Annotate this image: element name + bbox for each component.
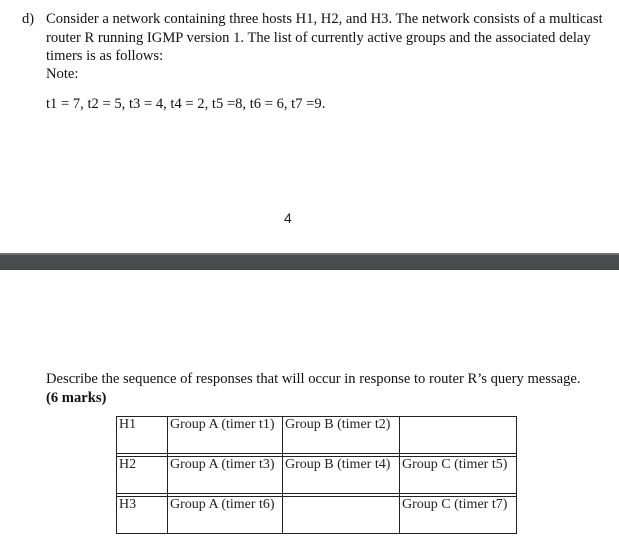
host-cell: H2 xyxy=(117,457,168,494)
table-row-h1 xyxy=(117,417,517,454)
table-cell: Group A (timer t6) xyxy=(168,497,283,534)
marks-label: (6 marks) xyxy=(46,389,107,406)
page-number: 4 xyxy=(284,210,292,226)
question-paragraph xyxy=(22,10,607,66)
timer-values: t1 = 7, t2 = 5, t3 = 4, t4 = 2, t5 =8, t6 = 6, t7 =9. xyxy=(46,96,326,112)
page-separator xyxy=(0,253,619,270)
table-row-h2 xyxy=(117,457,517,494)
describe-prompt xyxy=(46,370,606,407)
table-cell xyxy=(400,417,517,454)
table-cell: Group A (timer t3) xyxy=(168,457,283,494)
prompt-text: Describe the sequence of responses that will occur in response to router R’s query message. xyxy=(46,371,581,387)
table-cell: Group B (timer t2) xyxy=(283,417,400,454)
table-cell: Group C (timer t5) xyxy=(400,457,517,494)
note-label: Note: xyxy=(46,66,79,82)
table-cell: Group A (timer t1) xyxy=(168,417,283,454)
host-cell: H3 xyxy=(117,497,168,534)
table-cell: Group C (timer t7) xyxy=(400,497,517,534)
table-cell xyxy=(283,497,400,534)
page-separator-highlight xyxy=(0,253,619,255)
host-cell: H1 xyxy=(117,417,168,454)
table-row-h3 xyxy=(117,497,517,534)
group-timer-table xyxy=(116,416,517,534)
question-text: Consider a network containing three hosts H1, H2, and H3. The network consists of a multicast router R running IGMP version 1. The list of currently active groups and the associated delay timers is as follows: xyxy=(46,11,603,64)
question-label: d) xyxy=(22,11,35,27)
table-cell: Group B (timer t4) xyxy=(283,457,400,494)
